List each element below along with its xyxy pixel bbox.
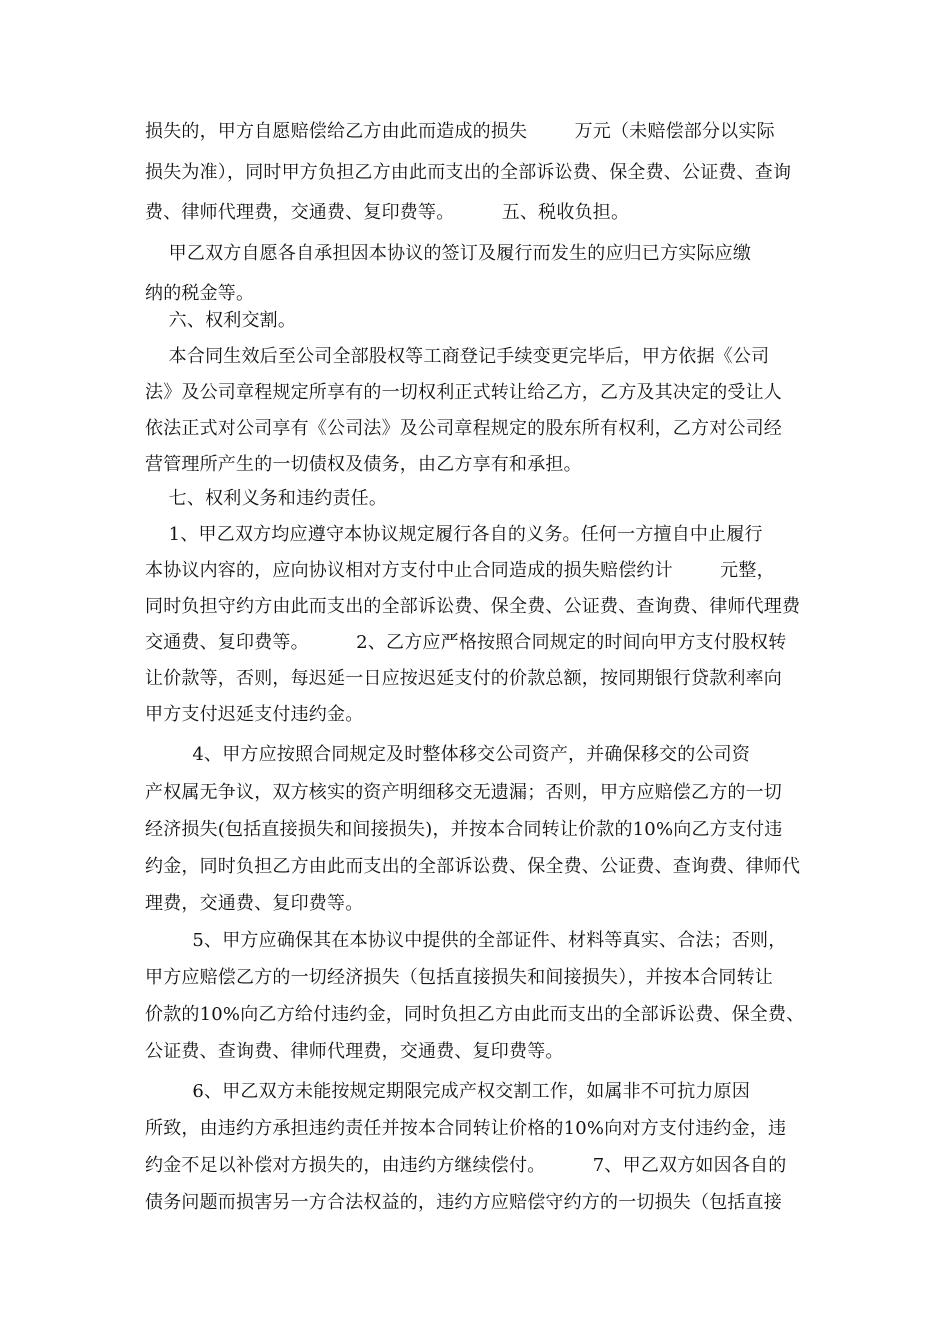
section-heading: 六、权利交割。 bbox=[145, 310, 297, 331]
text-line: 所致，由违约方承担违约责任并按本合同转让价格的10%向对方支付违约金，违 bbox=[145, 1118, 787, 1139]
text-line: 5、甲方应确保其在本协议中提供的全部证件、材料等真实、合法；否则， bbox=[145, 930, 787, 951]
text-line: 债务问题而损害另一方合法权益的，违约方应赔偿守约方的一切损失（包括直接 bbox=[145, 1192, 782, 1213]
text-line: 让价款等，否则，每迟延一日应按迟延支付的价款总额，按同期银行贷款利率向 bbox=[145, 668, 782, 689]
text-line: 法》及公司章程规定所享有的一切权利正式转让给乙方，乙方及其决定的受让人 bbox=[145, 382, 782, 403]
text-line: 1、甲乙双方均应遵守本协议规定履行各自的义务。任何一方擅自中止履行 bbox=[145, 524, 763, 545]
text-line: 同时负担守约方由此而支出的全部诉讼费、保全费、公证费、查询费、律师代理费 bbox=[145, 596, 801, 617]
text-line: 公证费、查询费、律师代理费，交通费、复印费等。 bbox=[145, 1041, 564, 1062]
text-line: 甲方支付迟延支付违约金。 bbox=[145, 704, 364, 725]
text-line: 损失为准），同时甲方负担乙方由此而支出的全部诉讼费、保全费、公证费、查询 bbox=[145, 162, 792, 183]
text-line: 营管理所产生的一切债权及债务，由乙方享有和承担。 bbox=[145, 454, 582, 475]
text-line: 4、甲方应按照合同规定及时整体移交公司资产，并确保移交的公司资 bbox=[145, 744, 751, 765]
text-line: 约金，同时负担乙方由此而支出的全部诉讼费、保全费、公证费、查询费、律师代 bbox=[145, 856, 801, 877]
text-line: 甲乙双方自愿各自承担因本协议的签订及履行而发生的应归已方实际应缴 bbox=[145, 243, 752, 264]
text-line: 理费，交通费、复印费等。 bbox=[145, 893, 364, 914]
text-line: 损失的，甲方自愿赔偿给乙方由此而造成的损失 万元（未赔偿部分以实际 bbox=[145, 121, 775, 142]
text-line: 本协议内容的，应向协议相对方支付中止合同造成的损失赔偿约计 元整， bbox=[145, 560, 775, 581]
section-heading: 七、权利义务和违约责任。 bbox=[145, 488, 388, 509]
text-line: 本合同生效后至公司全部股权等工商登记手续变更完毕后，甲方依据《公司 bbox=[145, 346, 770, 367]
text-line: 纳的税金等。 bbox=[145, 283, 255, 304]
text-line: 经济损失(包括直接损失和间接损失)，并按本合同转让价款的10%向乙方支付违 bbox=[145, 819, 783, 840]
text-line: 约金不足以补偿对方损失的，由违约方继续偿付。 7、甲乙双方如因各自的 bbox=[145, 1155, 787, 1176]
text-line: 价款的10%向乙方给付违约金，同时负担乙方由此而支出的全部诉讼费、保全费、 bbox=[145, 1004, 805, 1025]
text-line: 甲方应赔偿乙方的一切经济损失（包括直接损失和间接损失），并按本合同转让 bbox=[145, 967, 773, 988]
text-line: 6、甲乙双方未能按规定期限完成产权交割工作，如属非不可抗力原因 bbox=[145, 1081, 751, 1102]
text-line: 费、律师代理费，交通费、复印费等。 五、税收负担。 bbox=[145, 202, 630, 223]
text-line: 依法正式对公司享有《公司法》及公司章程规定的股东所有权利，乙方对公司经 bbox=[145, 418, 782, 439]
text-line: 交通费、复印费等。 2、乙方应严格按照合同规定的时间向甲方支付股权转 bbox=[145, 632, 787, 653]
text-line: 产权属无争议，双方核实的资产明细移交无遗漏；否则，甲方应赔偿乙方的一切 bbox=[145, 782, 782, 803]
